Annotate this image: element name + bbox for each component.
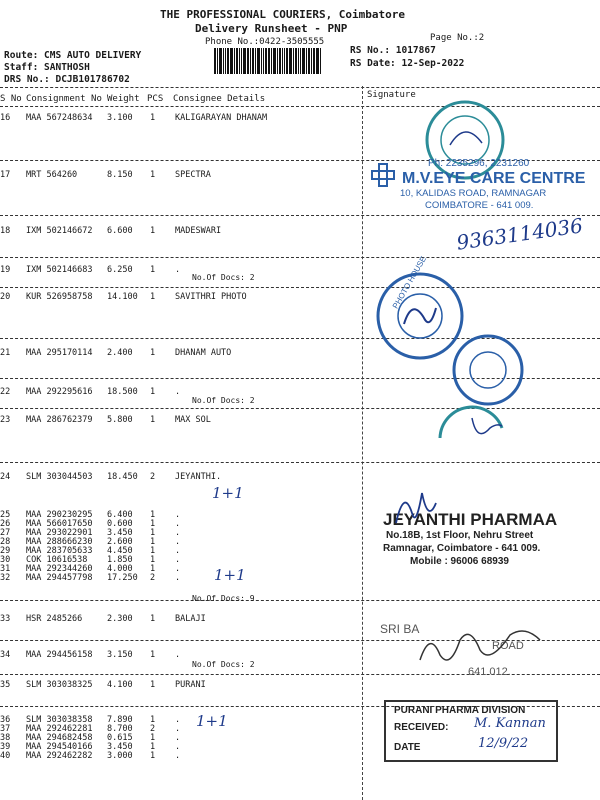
- row-consignment-no: MAA 283705633: [26, 546, 93, 556]
- row-sno: 21: [0, 348, 11, 358]
- row-weight: 3.450: [107, 528, 133, 538]
- row-consignee: PURANI: [175, 680, 206, 690]
- row-sno: 37: [0, 724, 11, 734]
- balaji-stamp-line2: ROAD: [492, 640, 524, 652]
- row-weight: 6.600: [107, 226, 133, 236]
- row-consignee: .: [175, 564, 181, 574]
- row-pcs: 1: [150, 614, 156, 624]
- col-sno: S No: [0, 94, 22, 104]
- row-consignee: .: [175, 751, 181, 761]
- signature-column-divider: [362, 86, 363, 800]
- barcode: [214, 48, 339, 74]
- row-consignee: MADESWARI: [175, 226, 222, 236]
- row-consignment-no: MAA 292295616: [26, 387, 93, 397]
- row-consignment-no: MAA 286762379: [26, 415, 93, 425]
- round-stamp-solutions: [432, 398, 510, 458]
- row-sno: 35: [0, 680, 11, 690]
- row-weight: 18.450: [107, 472, 138, 482]
- row-weight: 3.150: [107, 650, 133, 660]
- row-consignment-no: MAA 295170114: [26, 348, 93, 358]
- row-sno: 33: [0, 614, 11, 624]
- row-divider: [0, 462, 600, 463]
- row-consignee: .: [175, 650, 181, 660]
- row-consignee: .: [175, 573, 181, 583]
- row-consignee: .: [175, 519, 181, 529]
- row-sno: 40: [0, 751, 11, 761]
- row-weight: 3.100: [107, 113, 133, 123]
- row-consignment-no: MAA 290230295: [26, 510, 93, 520]
- row-pcs: 1: [150, 415, 156, 425]
- row-consignment-no: MAA 294540166: [26, 742, 93, 752]
- row-consignee: KALIGARAYAN DHANAM: [175, 113, 268, 123]
- row-divider: [0, 600, 600, 601]
- row-consignment-no: MAA 292462282: [26, 751, 93, 761]
- row-sno: 19: [0, 265, 11, 275]
- row-pcs: 1: [150, 226, 156, 236]
- row-sno: 18: [0, 226, 11, 236]
- row-weight: 4.450: [107, 546, 133, 556]
- row-sno: 28: [0, 537, 11, 547]
- row-weight: 8.150: [107, 170, 133, 180]
- table-header-rule: [0, 106, 600, 107]
- row-sno: 39: [0, 742, 11, 752]
- handwritten-mark: 1+1: [196, 712, 228, 730]
- row-consignment-no: MAA 288666230: [26, 537, 93, 547]
- row-weight: 0.615: [107, 733, 133, 743]
- route: Route: CMS AUTO DELIVERY: [4, 50, 142, 61]
- cross-logo-icon: [370, 162, 396, 188]
- row-sno: 27: [0, 528, 11, 538]
- rs-date: RS Date: 12-Sep-2022: [350, 58, 465, 69]
- purani-date-label: DATE: [394, 742, 421, 753]
- row-consignment-no: IXM 502146683: [26, 265, 93, 275]
- row-weight: 7.890: [107, 715, 133, 725]
- photo-house-text: PHOTO HOUSE: [390, 254, 429, 311]
- row-sno: 17: [0, 170, 11, 180]
- jeyanthi-stamp-mobile: Mobile : 96006 68939: [410, 556, 509, 567]
- row-pcs: 2: [150, 724, 156, 734]
- row-sno: 29: [0, 546, 11, 556]
- jeyanthi-stamp-name: JEYANTHI PHARMAA: [383, 510, 558, 529]
- row-sno: 38: [0, 733, 11, 743]
- col-consignment: Consignment No: [26, 94, 102, 104]
- row-sno: 34: [0, 650, 11, 660]
- eye-stamp-name: M.V.EYE CARE CENTRE: [402, 170, 586, 187]
- row-consignment-no: MAA 567248634: [26, 113, 93, 123]
- row-sno: 32: [0, 573, 11, 583]
- row-sno: 31: [0, 564, 11, 574]
- row-consignment-no: COK 10616538: [26, 555, 88, 565]
- row-divider: [0, 257, 600, 258]
- row-consignee: .: [175, 715, 181, 725]
- row-consignment-no: HSR 2485266: [26, 614, 83, 624]
- row-consignee: .: [175, 387, 181, 397]
- row-sno: 20: [0, 292, 11, 302]
- row-weight: 2.600: [107, 537, 133, 547]
- row-pcs: 1: [150, 742, 156, 752]
- row-consignee: .: [175, 265, 181, 275]
- signature-jeyanthi: [386, 483, 446, 543]
- row-sno: 23: [0, 415, 11, 425]
- row-weight: 14.100: [107, 292, 138, 302]
- row-weight: 6.250: [107, 265, 133, 275]
- row-weight: 1.850: [107, 555, 133, 565]
- purani-date-value: 12/9/22: [478, 736, 529, 751]
- row-consignment-no: SLM 303044503: [26, 472, 93, 482]
- row-consignment-no: MAA 294682458: [26, 733, 93, 743]
- row-pcs: 1: [150, 650, 156, 660]
- balaji-stamp-line3: 641 012.: [468, 666, 511, 678]
- row-consignee: JEYANTHI.: [175, 472, 222, 482]
- row-sno: 26: [0, 519, 11, 529]
- staff: Staff: SANTHOSH: [4, 62, 90, 73]
- row-pcs: 1: [150, 528, 156, 538]
- row-pcs: 1: [150, 680, 156, 690]
- row-weight: 4.100: [107, 680, 133, 690]
- row-weight: 3.000: [107, 751, 133, 761]
- row-pcs: 2: [150, 573, 156, 583]
- row-consignment-no: MAA 292462281: [26, 724, 93, 734]
- row-pcs: 1: [150, 387, 156, 397]
- row-consignee: .: [175, 733, 181, 743]
- row-pcs: 2: [150, 472, 156, 482]
- table-top-rule: [0, 87, 600, 88]
- docs-note: No.Of Docs: 9: [192, 594, 255, 603]
- row-pcs: 1: [150, 546, 156, 556]
- row-pcs: 1: [150, 510, 156, 520]
- purani-received-label: RECEIVED:: [394, 722, 449, 733]
- row-consignee: .: [175, 742, 181, 752]
- page-number: Page No.:2: [430, 33, 485, 43]
- handwritten-mark: 1+1: [214, 566, 246, 584]
- row-pcs: 1: [150, 170, 156, 180]
- row-pcs: 1: [150, 537, 156, 547]
- row-consignment-no: IXM 502146672: [26, 226, 93, 236]
- row-consignee: .: [175, 528, 181, 538]
- docs-note: No.Of Docs: 2: [192, 660, 255, 669]
- col-consignee: Consignee Details: [173, 94, 266, 104]
- row-weight: 5.800: [107, 415, 133, 425]
- row-pcs: 1: [150, 555, 156, 565]
- eye-stamp-phone: Ph: 2235296, 2231260: [428, 158, 530, 169]
- row-pcs: 1: [150, 715, 156, 725]
- row-consignee: DHANAM AUTO: [175, 348, 232, 358]
- row-consignee: MAX SOL: [175, 415, 211, 425]
- row-consignment-no: MAA 566017650: [26, 519, 93, 529]
- col-signature: Signature: [367, 90, 416, 100]
- handwritten-mark: 1+1: [212, 484, 244, 502]
- row-sno: 30: [0, 555, 11, 565]
- eye-stamp-city: COIMBATORE - 641 009.: [425, 200, 534, 211]
- row-weight: 2.300: [107, 614, 133, 624]
- row-consignee: .: [175, 510, 181, 520]
- row-sno: 16: [0, 113, 11, 123]
- row-consignee: SPECTRA: [175, 170, 211, 180]
- row-divider: [0, 287, 600, 288]
- row-weight: 17.250: [107, 573, 138, 583]
- row-consignment-no: MAA 294457798: [26, 573, 93, 583]
- row-weight: 2.400: [107, 348, 133, 358]
- row-pcs: 1: [150, 751, 156, 761]
- docs-note: No.Of Docs: 2: [192, 396, 255, 405]
- row-pcs: 1: [150, 564, 156, 574]
- row-consignee: .: [175, 546, 181, 556]
- purani-stamp-title: PURANI PHARMA DIVISION: [394, 705, 526, 716]
- jeyanthi-stamp-address: No.18B, 1st Floor, Nehru Street: [386, 530, 534, 541]
- row-pcs: 1: [150, 113, 156, 123]
- row-pcs: 1: [150, 519, 156, 529]
- signature-balaji: [410, 620, 550, 670]
- row-pcs: 1: [150, 733, 156, 743]
- rs-number: RS No.: 1017867: [350, 45, 436, 56]
- row-pcs: 1: [150, 292, 156, 302]
- row-sno: 25: [0, 510, 11, 520]
- row-consignment-no: MRT 564260: [26, 170, 78, 180]
- row-weight: 6.400: [107, 510, 133, 520]
- row-weight: 0.600: [107, 519, 133, 529]
- row-consignment-no: KUR 526958758: [26, 292, 93, 302]
- row-weight: 4.000: [107, 564, 133, 574]
- col-weight: Weight: [107, 94, 140, 104]
- row-consignment-no: MAA 294456158: [26, 650, 93, 660]
- row-sno: 24: [0, 472, 11, 482]
- purani-received-signature: M. Kannan: [474, 716, 546, 731]
- row-consignee: BALAJI: [175, 614, 206, 624]
- purani-stamp-box: [384, 700, 558, 762]
- balaji-stamp-line1: SRI BA: [380, 622, 420, 636]
- row-consignee: .: [175, 724, 181, 734]
- col-pcs: PCS: [147, 94, 164, 104]
- row-pcs: 1: [150, 348, 156, 358]
- jeyanthi-stamp-city: Ramnagar, Coimbatore - 641 009.: [383, 543, 541, 554]
- docs-note: No.Of Docs: 2: [192, 273, 255, 282]
- row-consignee: .: [175, 555, 181, 565]
- eye-stamp-address: 10, KALIDAS ROAD, RAMNAGAR: [400, 188, 547, 199]
- row-consignee: .: [175, 537, 181, 547]
- row-consignment-no: SLM 303038325: [26, 680, 93, 690]
- row-divider: [0, 215, 600, 216]
- handwritten-phone: 9363114036: [454, 213, 585, 255]
- phone-number: Phone No.:0422-3505555: [205, 37, 325, 47]
- row-weight: 18.500: [107, 387, 138, 397]
- row-weight: 8.700: [107, 724, 133, 734]
- row-consignment-no: MAA 292344260: [26, 564, 93, 574]
- row-weight: 3.450: [107, 742, 133, 752]
- row-consignee: SAVITHRI PHOTO: [175, 292, 247, 302]
- company-title: THE PROFESSIONAL COURIERS, Coimbatore: [160, 8, 406, 21]
- row-consignment-no: MAA 293022901: [26, 528, 93, 538]
- runsheet-subtitle: Delivery Runsheet - PNP: [195, 22, 348, 35]
- row-sno: 22: [0, 387, 11, 397]
- row-sno: 36: [0, 715, 11, 725]
- row-pcs: 1: [150, 265, 156, 275]
- drs-number: DRS No.: DCJB101786702: [4, 74, 130, 85]
- row-consignment-no: SLM 303038358: [26, 715, 93, 725]
